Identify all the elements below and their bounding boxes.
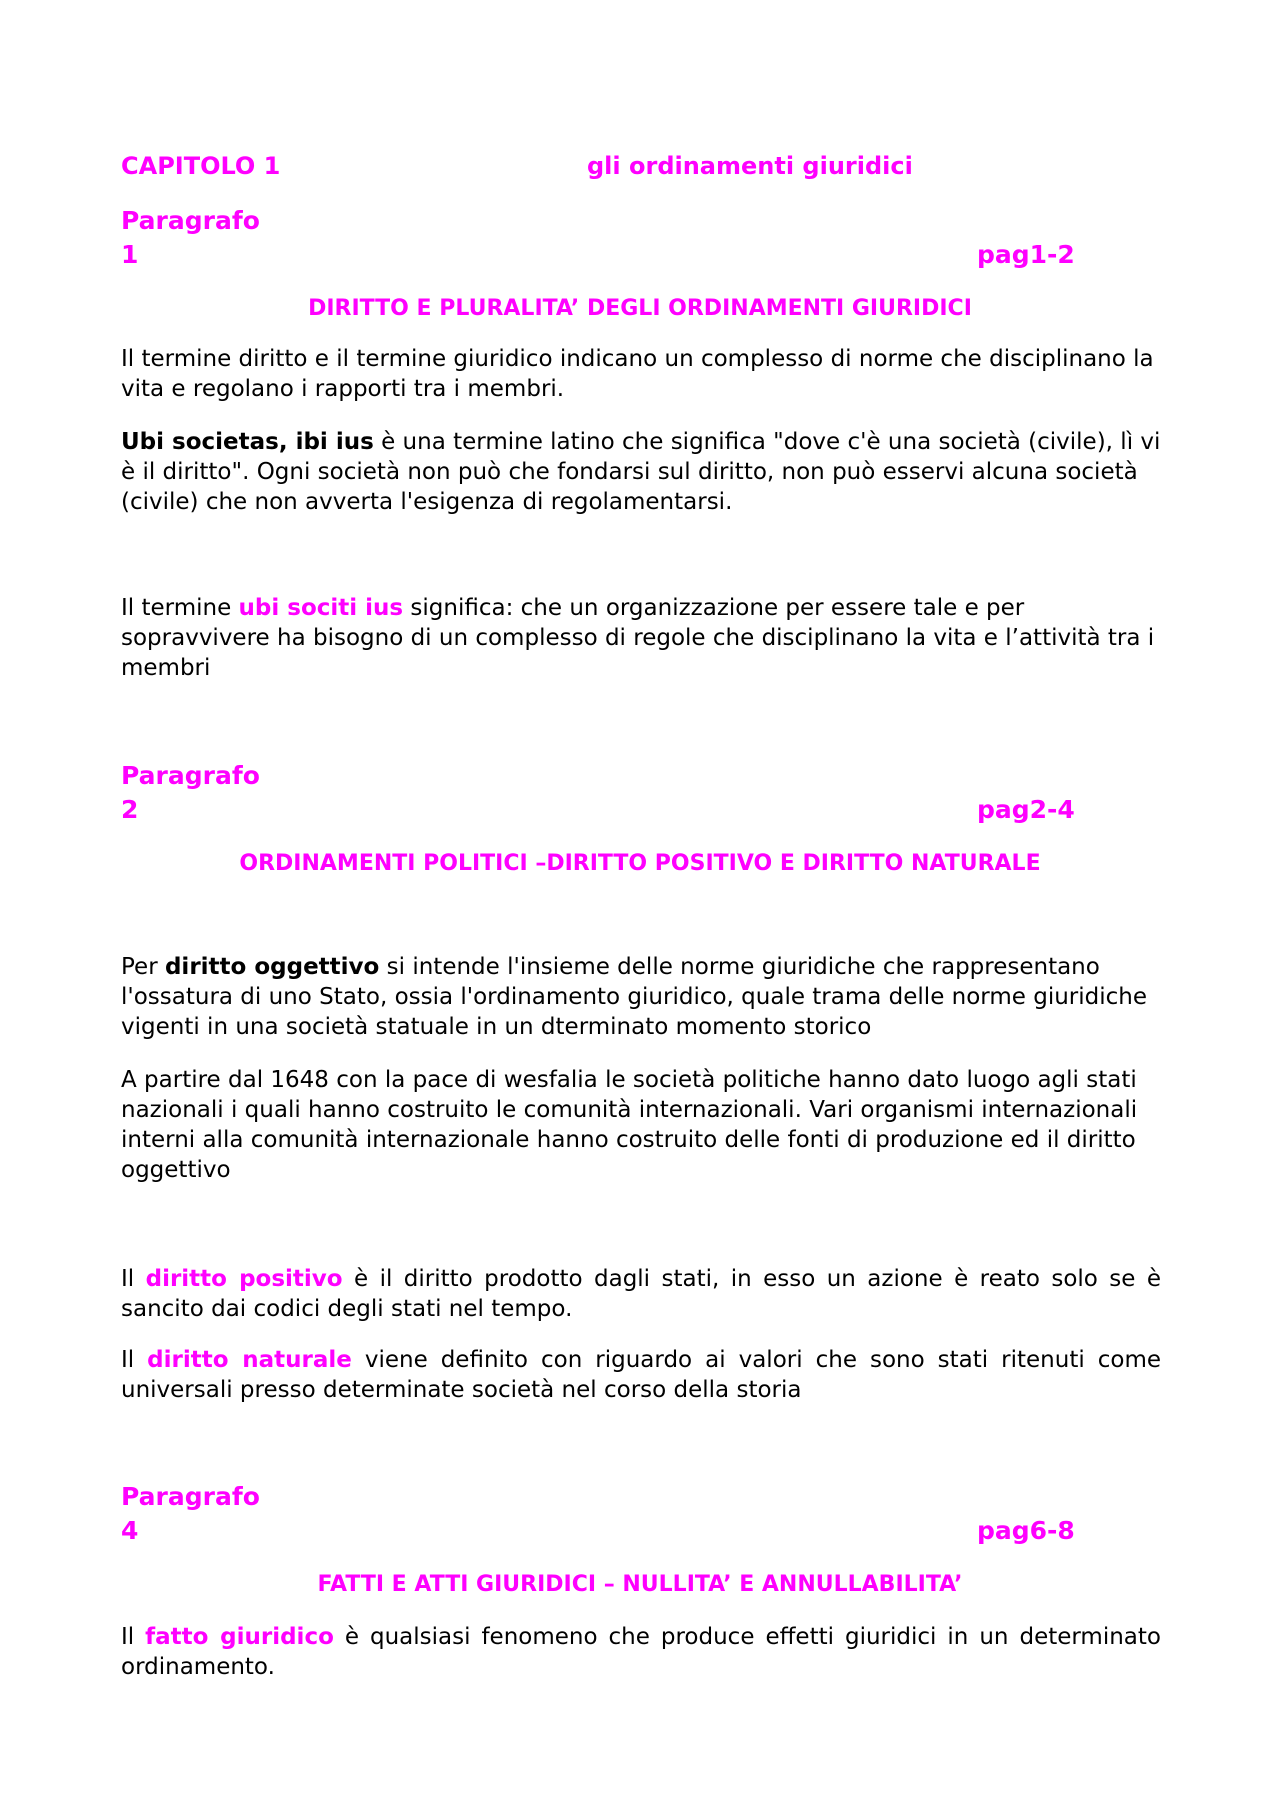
- paragraph-fatto-giuridico: [121, 1622, 1161, 1682]
- paragraph-text: Per: [121, 954, 165, 980]
- paragrafo-pages-2: pag2-4: [977, 795, 1075, 824]
- section-title-2: ORDINAMENTI POLITICI –DIRITTO POSITIVO E DIRITTO NATURALE: [239, 851, 1041, 876]
- paragraph-text: è il diritto prodotto dagli stati, in esso un azione è reato solo se è sancito dai codici degli stati nel tempo.: [121, 1266, 1162, 1322]
- paragrafo-label-1: Paragrafo: [121, 206, 260, 235]
- paragraph-text: Il: [121, 1266, 146, 1292]
- term-diritto-naturale: diritto naturale: [147, 1347, 352, 1373]
- paragrafo-pages-1: pag1-2: [977, 240, 1075, 269]
- paragrafo-number-1: 1: [121, 240, 139, 269]
- chapter-label: CAPITOLO 1: [121, 152, 281, 180]
- section-title-1: DIRITTO E PLURALITA’ DEGLI ORDINAMENTI GIURIDICI: [308, 296, 972, 321]
- paragraph-text: Il: [121, 1347, 148, 1373]
- section-title-4: FATTI E ATTI GIURIDICI – NULLITA’ E ANNULLABILITA’: [317, 1572, 963, 1597]
- paragraph-text: Il termine: [121, 595, 239, 621]
- paragrafo-label-2: Paragrafo: [121, 761, 260, 790]
- paragrafo-pages-4: pag6-8: [977, 1516, 1075, 1545]
- paragraph-ubi-societas: [121, 427, 1161, 517]
- paragraph-text: è una termine latino che significa "dove c'è una società (civile), lì vi è il diritto". Ogni società non può che fondarsi sul diritto, non può esservi alcuna società (civile) che non avverta l'esigenza di regolamentarsi.: [121, 429, 1161, 515]
- term-fatto-giuridico: fatto giuridico: [145, 1624, 334, 1650]
- chapter-title: gli ordinamenti giuridici: [587, 152, 913, 180]
- paragrafo-number-4: 4: [121, 1516, 139, 1545]
- paragraph-text: si intende l'insieme delle norme giuridiche che rappresentano l'ossatura di uno Stato, ossia l'ordinamento giuridico, quale trama delle norme giuridiche vigenti in una società statuale in un dterminato momento storico: [121, 954, 1148, 1040]
- paragraph-text: viene definito con riguardo ai valori che sono stati ritenuti come universali presso determinate società nel corso della storia: [121, 1347, 1161, 1403]
- paragraph-text: è qualsiasi fenomeno che produce effetti giuridici in un determinato ordinamento.: [121, 1624, 1161, 1680]
- paragrafo-label-4: Paragrafo: [121, 1482, 260, 1511]
- paragraph-text: Il: [121, 1624, 146, 1650]
- paragraph-diritto-naturale: [121, 1345, 1161, 1405]
- term-diritto-oggettivo: diritto oggettivo: [164, 954, 380, 980]
- paragraph-text: significa: che un organizzazione per essere tale e per sopravvivere ha bisogno di un complesso di regole che disciplinano la vita e l’attività tra i membri: [121, 595, 1155, 681]
- paragraph-ubi-sociti-ius: [121, 593, 1161, 683]
- paragraph-definizione-diritto: Il termine diritto e il termine giuridico indicano un complesso di norme che disciplinano la vita e regolano i rapporti tra i membri.: [121, 346, 1154, 402]
- paragraph-diritto-positivo: [121, 1264, 1161, 1324]
- term-diritto-positivo: diritto positivo: [145, 1266, 343, 1292]
- paragrafo-number-2: 2: [121, 795, 139, 824]
- paragraph-pace-wesfalia: A partire dal 1648 con la pace di wesfalia le società politiche hanno dato luogo agli stati nazionali i quali hanno costruito le comunità internazionali. Vari organismi internazionali interni alla comunità internazionale hanno costruito delle fonti di produzione ed il diritto oggettivo: [121, 1067, 1138, 1183]
- paragraph-diritto-oggettivo: [121, 952, 1161, 1042]
- term-ubi-societas: Ubi societas, ibi ius: [121, 429, 374, 455]
- term-ubi-sociti-ius: ubi sociti ius: [238, 595, 404, 621]
